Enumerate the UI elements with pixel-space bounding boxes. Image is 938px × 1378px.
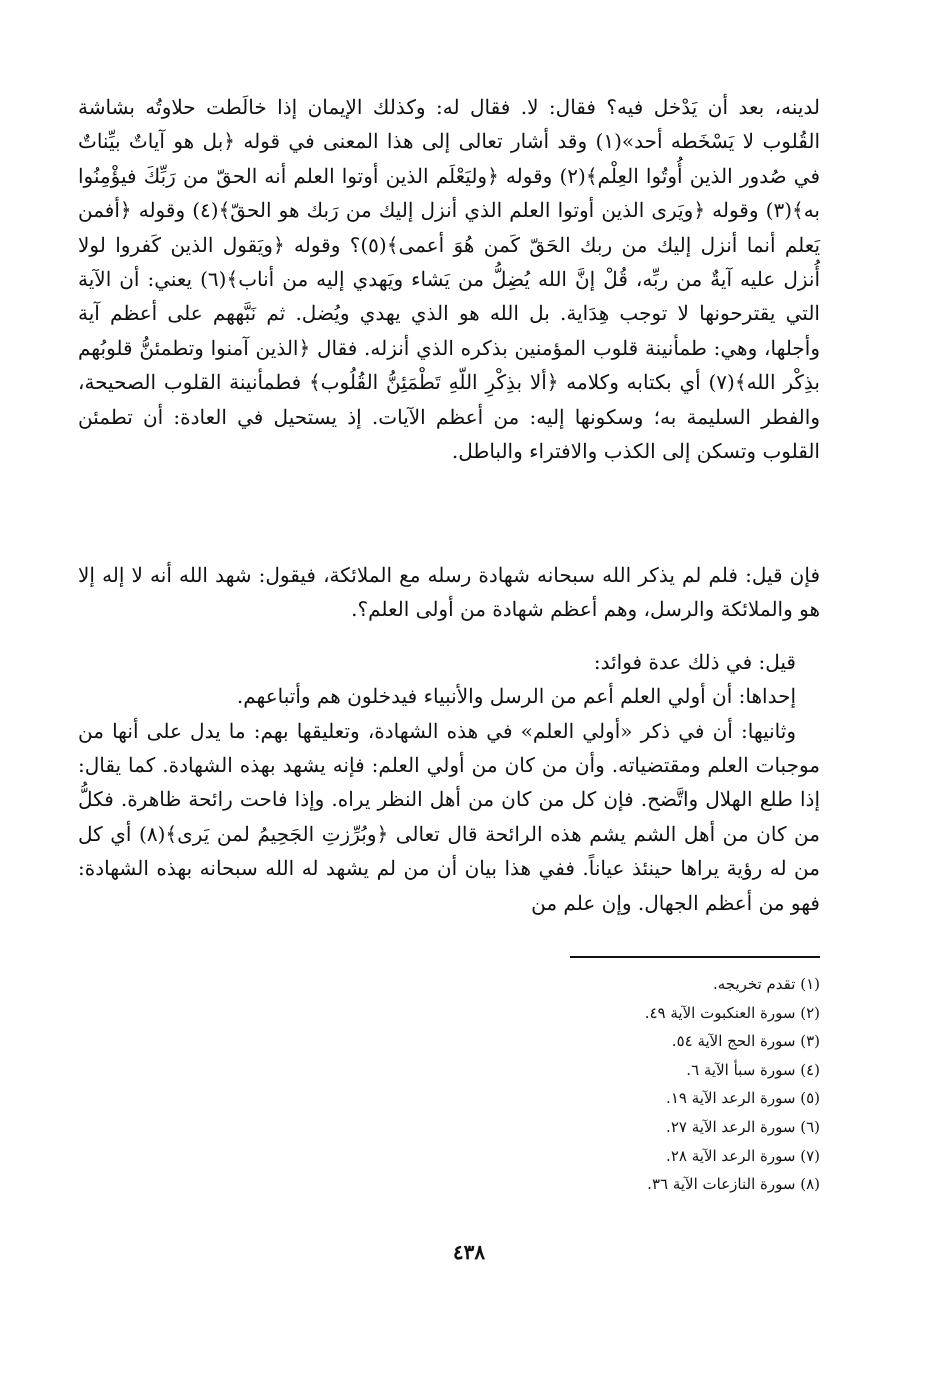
footnotes <box>460 970 820 1199</box>
footnote-7: (٧) سورة الرعد الآية ٢٨. <box>666 1146 820 1165</box>
footnote-5: (٥) سورة الرعد الآية ١٩. <box>666 1089 820 1108</box>
page-number: ٤٣٨ <box>452 1240 486 1264</box>
footnote-3: (٣) سورة الحج الآية ٥٤. <box>671 1032 820 1051</box>
footnote-1: (١) تقدم تخريجه. <box>712 975 820 993</box>
main-text <box>78 90 820 920</box>
paragraph-1: لدينه، بعد أن يَدْخل فيه؟ فقال: لا. فقال له: وكذلك الإيمان إذا خالَطت حلاوتُه بشاشة القُلوب لا يَسْخَطه أحد»(١) وقد أشار تعالى إلى هذا المعنى في قوله ﴿بل هو آياتٌ بيِّناتٌ في صُدور الذين أُوتُوا العِلْم﴾(٢) وقوله ﴿وليَعْلَم الذين أوتوا العلم أنه الحقّ من رَبِّكَ فيؤْمِنُوا به﴾(٣) وقوله ﴿ويَرى الذين أوتوا العلم الذي أنزل إليك من رَبك هو الحقّ﴾(٤) وقوله ﴿أفمن يَعلم أنما أنزل إليك من ربك الحَقّ كَمن هُوَ أعمى﴾(٥)؟ وقوله ﴿ويَقول الذين كَفروا لولا أُنزل عليه آيةٌ من ربِّه، قُلْ إنَّ الله يُضِلُّ من يَشاء ويَهدي إليه من أناب﴾(٦) يعني: أن الآية التي يقترحونها لا توجب هِدَاية. بل الله هو الذي يهدي ويُضل. ثم نَبَّههم على أعظم آية وأجلها، وهي: طمأنينة قلوب المؤمنين بذكره الذي أنزله. فقال ﴿الذين آمنوا وتطمئنُّ قلوبُهم بذِكْر الله﴾(٧) أي بكتابه وكلامه ﴿ألا بذِكْرِ اللّهِ تَطْمَئِنُّ القُلُوب﴾ فطمأنينة القلوب الصحيحة، والفطر السليمة به؛ وسكونها إليه: من أعظم الآيات. إذ يستحيل في العادة: أن تطمئن القلوب وتسكن إلى الكذب والافتراء والباطل. <box>78 95 821 464</box>
footnote-2: (٢) سورة العنكبوت الآية ٤٩. <box>644 1003 820 1022</box>
paragraph-3: قيل: في ذلك عدة فوائد: <box>593 649 796 674</box>
footnote-separator <box>570 956 820 958</box>
footnote-8: (٨) سورة النازعات الآية ٣٦. <box>647 1175 820 1194</box>
paragraph-4: إحداها: أن أولي العلم أعم من الرسل والأنبياء فيدخلون هم وأتباعهم. <box>236 684 796 709</box>
paragraph-5: وثانيها: أن في ذكر «أولي العلم» في هذه الشهادة، وتعليقها بهم: ما يدل على أنها من موجبات العلم ومقتضياته. وأن من كان من أولي العلم: فإنه يشهد بهذه الشهادة. كما يقال: إذا طلع الهلال واتَّضح. فإن كل من كان من أهل النظر يراه. وإذا فاحت رائحة ظاهرة. فكلُّ من كان من أهل الشم يشم هذه الرائحة قال تعالى ﴿وبُرِّزتِ الجَحِيمُ لمن يَرى﴾(٨) أي كل من له رؤية يراها حينئذ عياناً. ففي هذا بيان أن من لم يشهد له الله سبحانه بهذه الشهادة: فهو من أعظم الجهال. وإن علم من <box>78 718 820 915</box>
paragraph-2: فإن قيل: فلم لم يذكر الله سبحانه شهادة رسله مع الملائكة، فيقول: شهد الله أنه لا إله إلا هو والملائكة والرسل، وهم أعظم شهادة من أولى العلم؟. <box>78 563 821 622</box>
footnote-6: (٦) سورة الرعد الآية ٢٧. <box>666 1117 820 1136</box>
footnote-4: (٤) سورة سبأ الآية ٦. <box>686 1060 820 1079</box>
